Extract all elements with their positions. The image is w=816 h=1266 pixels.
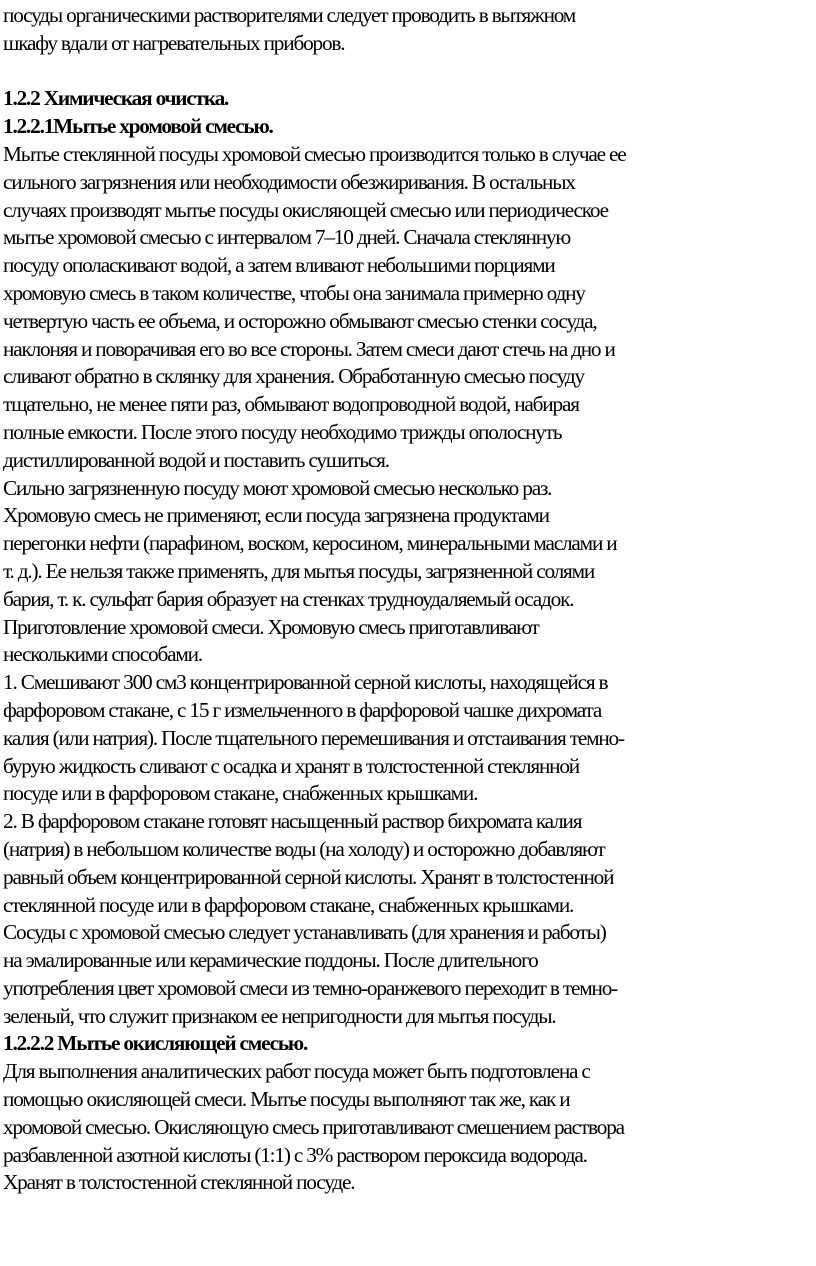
text-line: на эмалированные или керамические поддоны. После длительного <box>3 948 538 973</box>
text-line: Мытье стеклянной посуды хромовой смесью производится только в случае ее <box>3 141 626 166</box>
text-line: хромовую смесь в таком количестве, чтобы она занимала примерно одну <box>3 280 585 305</box>
text-line: случаях производят мытье посуды окисляющей смесью или периодическое <box>3 197 608 222</box>
text-line: Сильно загрязненную посуду моют хромовой смесью несколько раз. <box>3 475 552 500</box>
text-line: Хранят в толстостенной стеклянной посуде. <box>3 1170 355 1195</box>
text-line: несколькими способами. <box>3 642 202 667</box>
paragraph-chromic-preparation <box>3 475 816 1031</box>
text-line: шкафу вдали от нагревательных приборов. <box>3 30 345 55</box>
text-line: помощью окисляющей смеси. Мытье посуды выполняют так же, как и <box>3 1087 570 1112</box>
paragraph-chromic-washing <box>3 141 816 475</box>
text-line: стеклянной посуде или в фарфоровом стакане, снабженных крышками. <box>3 892 574 917</box>
text-line: сливают обратно в склянку для хранения. Обработанную смесью посуду <box>3 364 584 389</box>
text-line: зеленый, что служит признаком ее непригодности для мытья посуды. <box>3 1003 556 1028</box>
text-line: мытье хромовой смесью с интервалом 7–10 дней. Сначала стеклянную <box>3 225 571 250</box>
text-line: Для выполнения аналитических работ посуда может быть подготовлена с <box>3 1059 590 1084</box>
text-line: дистиллированной водой и поставить сушиться. <box>3 447 389 472</box>
subsection-heading-chromic-mixture: 1.2.2.1Мытье хромовой смесью. <box>3 114 273 139</box>
text-line: Хромовую смесь не применяют, если посуда загрязнена продуктами <box>3 503 549 528</box>
text-line: фарфоровом стакане, с 15 г измельченного в фарфоровой чашке дихромата <box>3 697 602 722</box>
text-line: полные емкости. После этого посуду необходимо трижды ополоснуть <box>3 419 562 444</box>
text-line: сильного загрязнения или необходимости обезжиривания. В остальных <box>3 169 575 194</box>
subsection-heading-oxidizing-mixture: 1.2.2.2 Мытье окисляющей смесью. <box>3 1031 308 1056</box>
text-line: калия (или натрия). После тщательного перемешивания и отстаивания темно- <box>3 725 624 750</box>
text-line: перегонки нефти (парафином, воском, керосином, минеральными маслами и <box>3 531 617 556</box>
text-line: бурую жидкость сливают с осадка и хранят в толстостенной стеклянной <box>3 753 579 778</box>
text-line: хромовой смесью. Окисляющую смесь приготавливают смешением раствора <box>3 1114 624 1139</box>
paragraph-oxidizing-washing <box>3 1058 816 1197</box>
text-line: бария, т. к. сульфат бария образует на стенках трудноудаляемый осадок. <box>3 586 574 611</box>
text-line: посуду ополаскивают водой, а затем вливают небольшими порциями <box>3 253 555 278</box>
text-line: тщательно, не менее пяти раз, обмывают водопроводной водой, набирая <box>3 392 579 417</box>
text-line: посуде или в фарфоровом стакане, снабженных крышками. <box>3 781 478 806</box>
text-line: т. д.). Ее нельзя также применять, для мытья посуды, загрязненной солями <box>3 558 595 583</box>
text-line: употребления цвет хромовой смеси из темно-оранжевого переходит в темно- <box>3 975 618 1000</box>
text-line: разбавленной азотной кислоты (1:1) с 3% раствором пероксида водорода. <box>3 1142 587 1167</box>
section-heading-chemical-cleaning: 1.2.2 Химическая очистка. <box>3 86 229 111</box>
text-line: Сосуды с хромовой смесью следует устанавливать (для хранения и работы) <box>3 920 606 945</box>
intro-paragraph <box>3 2 816 58</box>
text-line: Приготовление хромовой смеси. Хромовую смесь приготавливают <box>3 614 539 639</box>
blank-line <box>3 58 816 86</box>
text-line: 2. В фарфоровом стакане готовят насыщенный раствор бихромата калия <box>3 809 582 834</box>
text-line: 1. Смешивают 300 см3 концентрированной серной кислоты, находящейся в <box>3 670 608 695</box>
text-line: четвертую часть ее объема, и осторожно обмывают смесью стенки сосуда, <box>3 308 597 333</box>
text-line: посуды органическими растворителями следует проводить в вытяжном <box>3 3 576 27</box>
text-line: равный объем концентрированной серной кислоты. Хранят в толстостенной <box>3 864 614 889</box>
text-line: наклоняя и поворачивая его во все стороны. Затем смеси дают стечь на дно и <box>3 336 615 361</box>
text-line: (натрия) в небольшом количестве воды (на холоду) и осторожно добавляют <box>3 836 605 861</box>
